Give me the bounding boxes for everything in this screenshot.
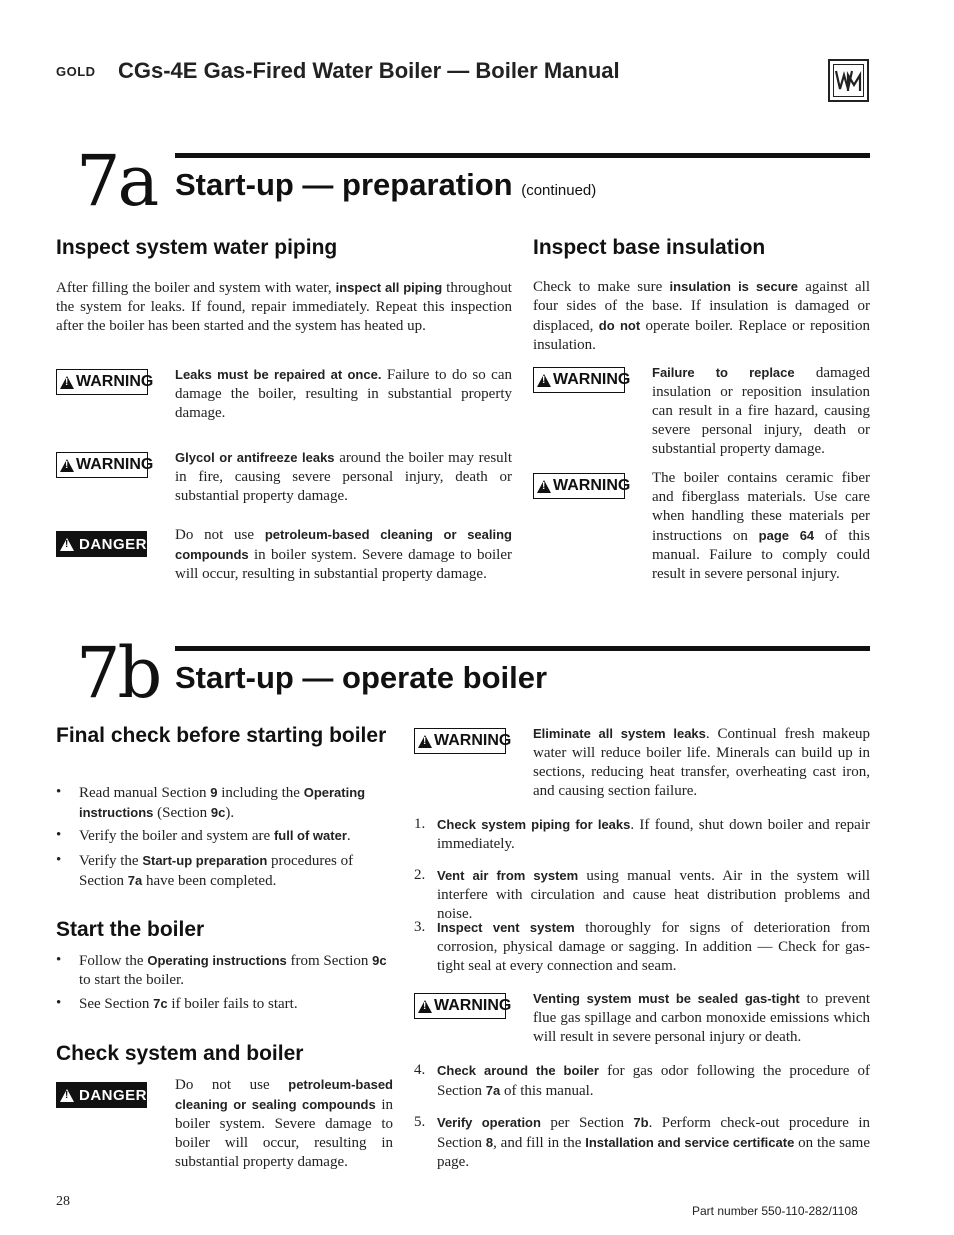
list-item: • Follow the Operating instructions from Section 9c to start the boiler. — [56, 952, 387, 988]
wm-logo-icon — [828, 59, 869, 102]
manual-title: CGs-4E Gas-Fired Water Boiler — Boiler Manual — [118, 58, 620, 83]
gold-label: GOLD — [56, 64, 96, 79]
warning-badge: ! WARNING — [414, 993, 506, 1019]
warning-badge: ! WARNING — [414, 728, 506, 754]
warning-triangle-icon — [60, 376, 74, 389]
warning-triangle-icon — [537, 374, 551, 387]
section-rule — [175, 153, 870, 158]
section-title-7a: Start-up — preparation (continued) — [175, 167, 597, 202]
danger-triangle-icon — [60, 538, 74, 551]
list-item: • Verify the boiler and system are full of water. — [56, 827, 351, 844]
heading-inspect-base-insulation: Inspect base insulation — [533, 236, 766, 259]
warning-text: Failure to replace damaged insulation or reposition insulation can result in a fire hazard, causing severe personal injury, death or substantial property damage. — [652, 365, 870, 457]
insulation-paragraph: Check to make sure insulation is secure against all four sides of the base. If insulation is damaged or displaced, do not operate boiler. Replace or reposition insulation. — [533, 279, 870, 353]
list-item: 3. Inspect vent system thoroughly for signs of deterioration from corrosion, physical damage or sagging. In addition — Check for gas-tight seal at every connection and seam. — [414, 919, 870, 974]
section-number-7b: 7b — [76, 632, 160, 714]
heading-start-boiler: Start the boiler — [56, 918, 205, 941]
list-item: • Verify the Start-up preparation procedures of Section 7a have been completed. — [56, 852, 354, 889]
section-rule — [175, 646, 870, 651]
page-number: 28 — [56, 1194, 70, 1209]
heading-check-system: Check system and boiler — [56, 1042, 304, 1065]
part-number: Part number 550-110-282/1108 — [692, 1204, 858, 1218]
warning-badge: ! WARNING — [56, 369, 148, 395]
page-header — [56, 58, 816, 94]
warning-text: The boiler contains ceramic fiber and fiberglass materials. Use care when handling these materials per instructions on page 64 of this manual. Failure to comply could result in severe personal injury. — [652, 470, 871, 582]
list-item: • See Section 7c if boiler fails to start. — [56, 995, 298, 1012]
warning-badge: ! WARNING — [533, 473, 625, 499]
danger-badge: ! DANGER — [56, 531, 147, 557]
warning-triangle-icon — [60, 459, 74, 472]
water-piping-paragraph: After filling the boiler and system with water, inspect all piping throughout the system for leaks. If found, repair immediately. Repeat this inspection after the boiler has been started and the system has heated up. — [56, 280, 512, 334]
list-item: 4. Check around the boiler for gas odor following the procedure of Section 7a of this manual. — [414, 1062, 870, 1099]
danger-text: Do not use petroleum-based cleaning or sealing compounds in boiler system. Severe damage to boiler will occur, resulting in substantial property damage. — [175, 1077, 393, 1170]
list-item: 5. Verify operation per Section 7b. Perform check-out procedure in Section 8, and fill in the Installation and service certificate on the same page. — [414, 1114, 870, 1170]
warning-triangle-icon — [418, 1000, 432, 1013]
section-title-7b: Start-up — operate boiler — [175, 660, 548, 695]
warning-badge: ! WARNING — [533, 367, 625, 393]
danger-badge: ! DANGER — [56, 1082, 147, 1108]
warning-triangle-icon — [418, 735, 432, 748]
list-item: • Read manual Section 9 including the Operating instructions (Section 9c). — [56, 784, 366, 821]
warning-text: Leaks must be repaired at once. Failure to do so can damage the boiler, resulting in substantial property damage. — [175, 367, 512, 421]
danger-triangle-icon — [60, 1089, 74, 1102]
heading-inspect-water-piping: Inspect system water piping — [56, 236, 338, 259]
warning-text: Glycol or antifreeze leaks around the boiler may result in fire, causing severe personal injury, death or substantial property damage. — [175, 450, 512, 504]
list-item: 2. Vent air from system using manual vents. Air in the system will interfere with circulation and cause heat distribution problems and noise. — [414, 867, 870, 922]
warning-text: Eliminate all system leaks. Continual fresh makeup water will reduce boiler life. Minerals can build up in sections, reducing heat transfer, overheating cast iron, and causing section failure. — [533, 726, 870, 799]
danger-text: Do not use petroleum-based cleaning or sealing compounds in boiler system. Severe damage to boiler will occur, resulting in substantial property damage. — [175, 527, 512, 582]
section-number-7a: 7a — [76, 140, 157, 222]
list-item: 1. Check system piping for leaks. If found, shut down boiler and repair immediately. — [414, 816, 870, 852]
warning-triangle-icon — [537, 480, 551, 493]
warning-badge: ! WARNING — [56, 452, 148, 478]
warning-text: Venting system must be sealed gas-tight to prevent flue gas spillage and carbon monoxide emissions which will result in severe personal injury or death. — [533, 991, 870, 1045]
heading-final-check: Final check before starting boiler — [56, 724, 387, 747]
